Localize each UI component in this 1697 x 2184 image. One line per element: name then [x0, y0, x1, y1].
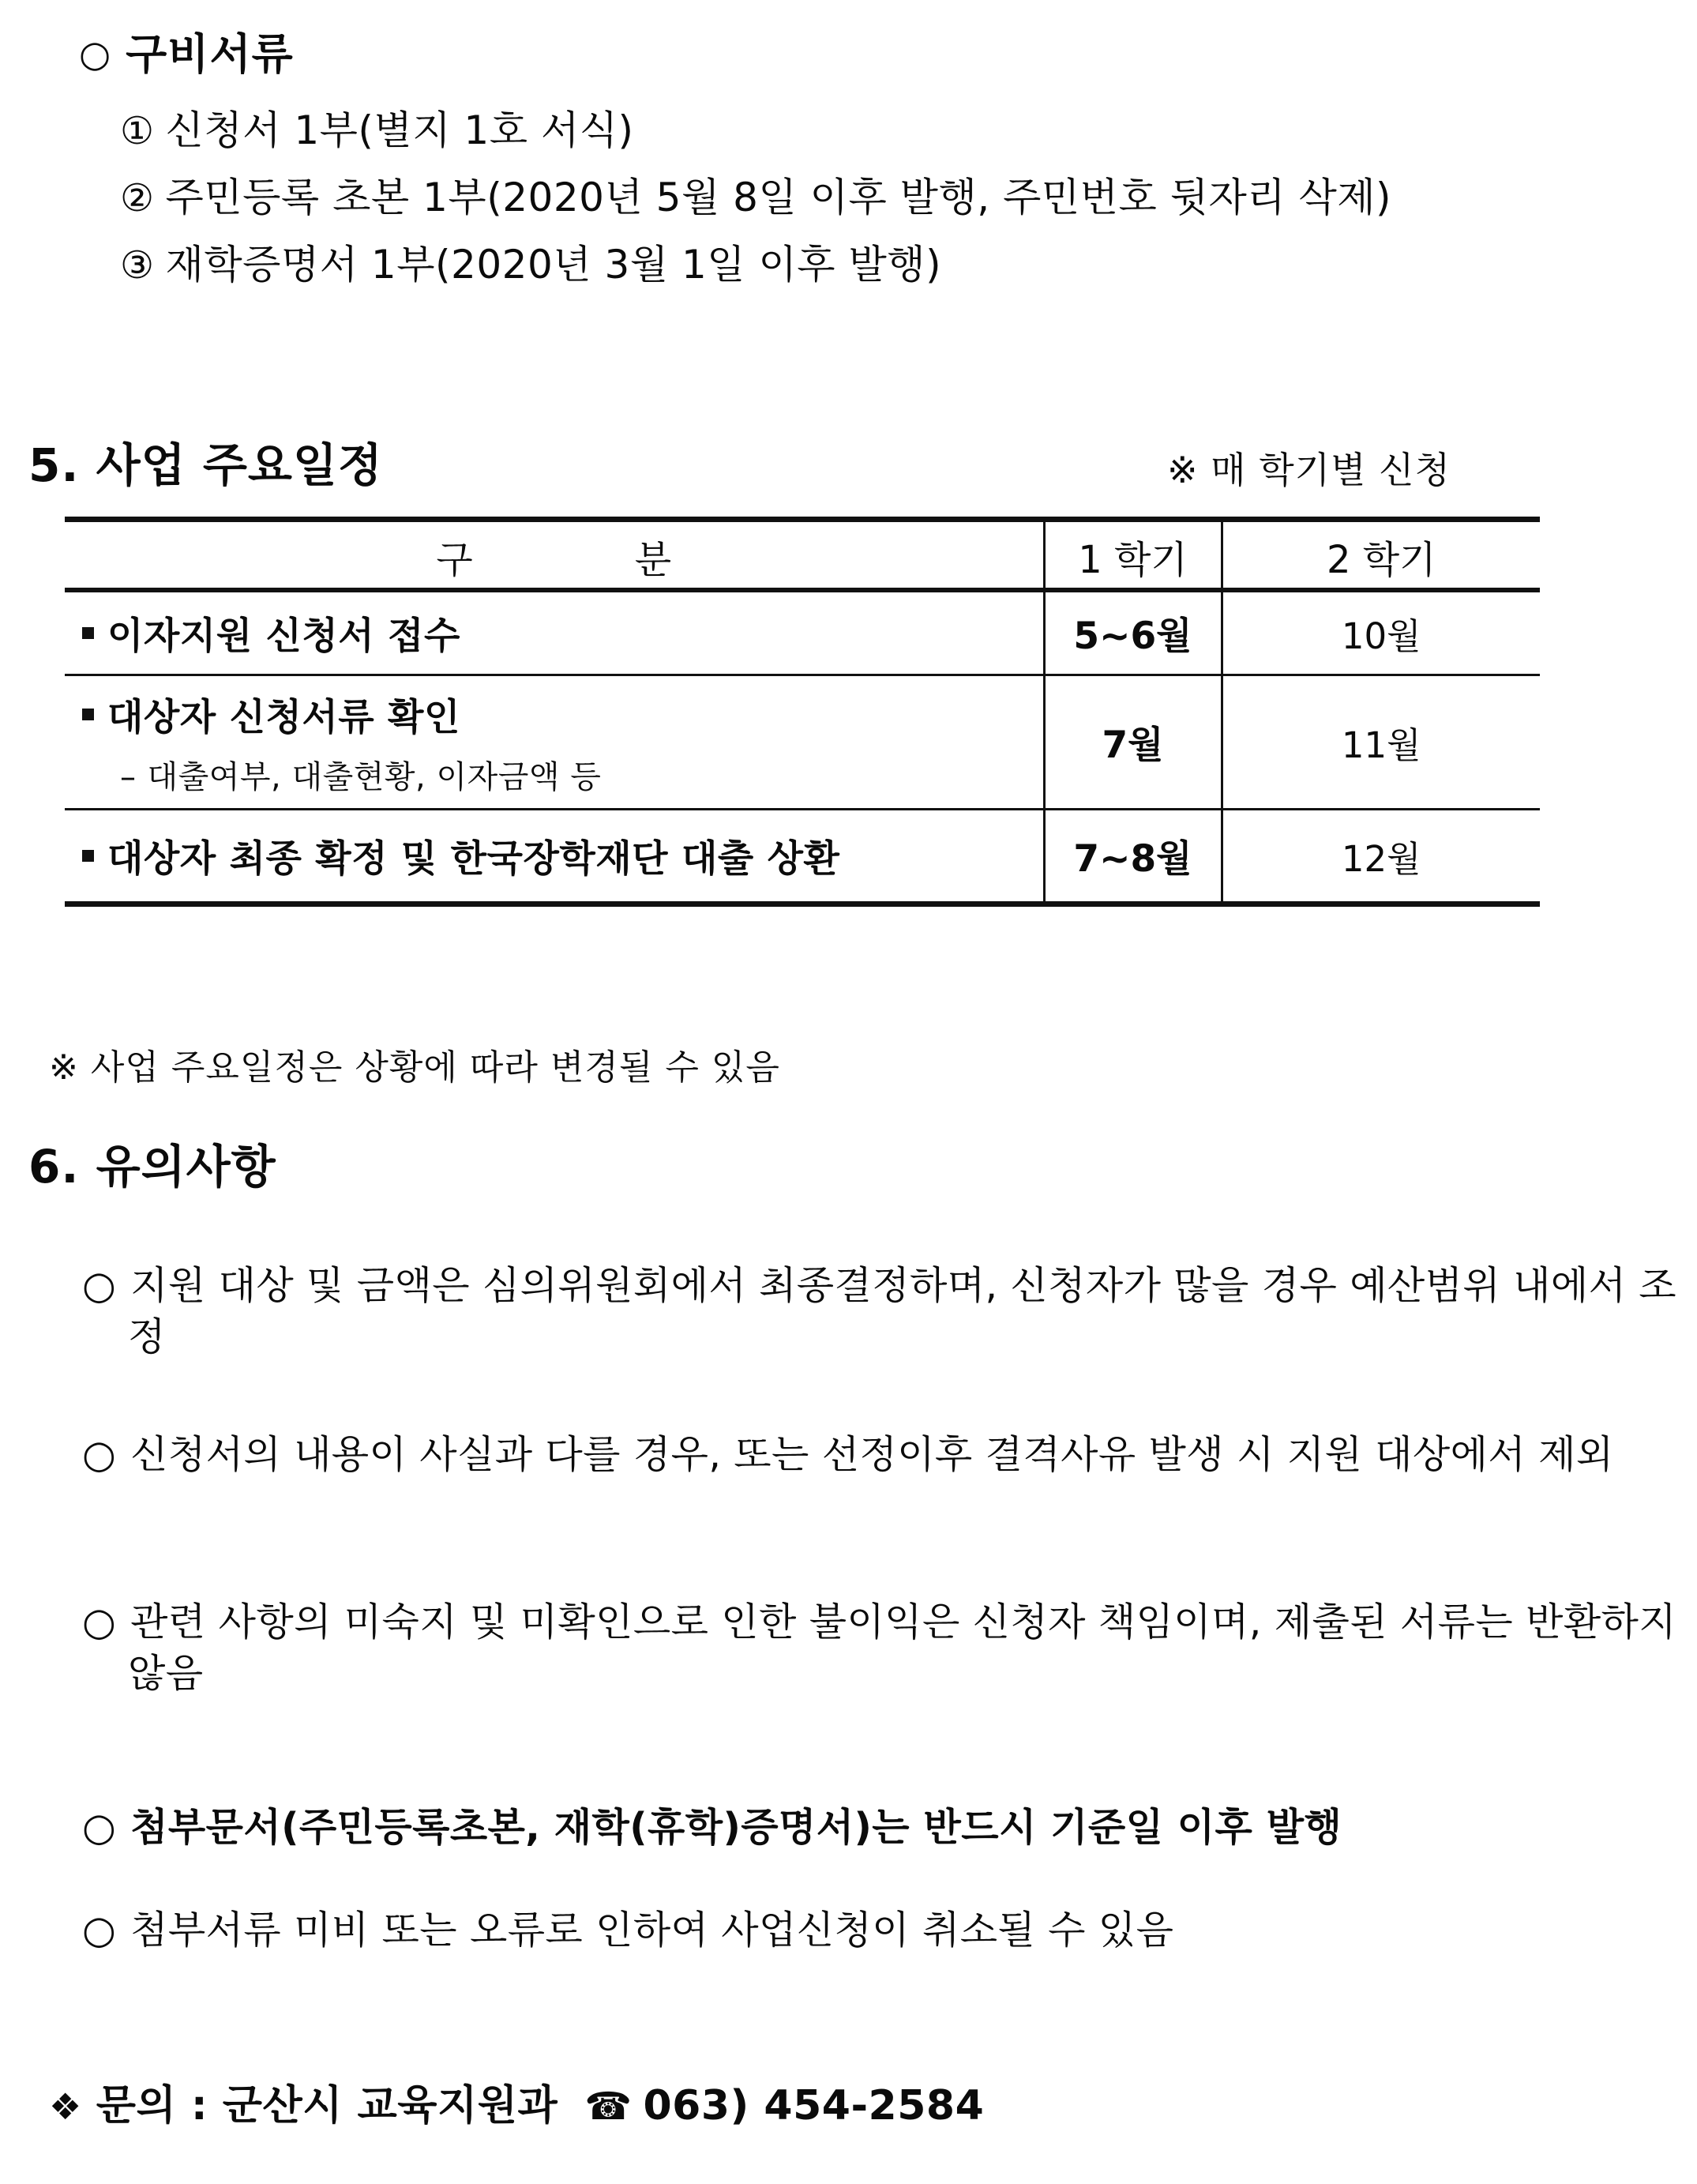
schedule-header-division	[65, 520, 1044, 592]
notice-item	[82, 1430, 1697, 1481]
circle-bullet-icon: ○	[82, 1599, 117, 1645]
schedule-table-body	[65, 592, 1540, 904]
dash-icon: –	[120, 758, 137, 795]
schedule-row-semester2	[1222, 675, 1540, 810]
schedule-table-header-row	[65, 520, 1540, 592]
circle-bullet-icon: ○	[82, 1805, 117, 1850]
schedule-section-note: ※ 매 학기별 신청	[1167, 449, 1451, 491]
schedule-row-semester1	[1044, 592, 1222, 675]
required-document-item-text: 주민등록 초본 1부(2020년 5월 8일 이후 발행, 주민번호 뒷자리 삭제)	[165, 175, 1392, 220]
schedule-row-label-cell	[65, 592, 1044, 675]
notice-item-text: 신청서의 내용이 사실과 다를 경우, 또는 선정이후 결격사유 발생 시 지원 대상에서 제외	[130, 1432, 1614, 1477]
notice-item-text: 관련 사항의 미숙지 및 미확인으로 인한 불이익은 신청자 책임이며, 제출된 서류는 반환하지 않음	[128, 1599, 1677, 1696]
schedule-row-sublabel	[82, 752, 1035, 797]
schedule-row-label-cell	[65, 810, 1044, 904]
required-documents-heading-label: 구비서류	[126, 29, 294, 79]
schedule-row-label-text: 대상자 신청서류 확인	[107, 695, 460, 739]
required-document-item-text: 신청서 1부(별지 1호 서식)	[165, 107, 634, 153]
schedule-row-label-cell	[65, 675, 1044, 810]
required-document-item	[120, 175, 1392, 220]
square-bullet-icon	[82, 627, 94, 639]
required-document-item-text: 재학증명서 1부(2020년 3월 1일 이후 발행)	[165, 242, 942, 288]
circle-bullet-icon: ○	[79, 32, 112, 75]
contact-line	[49, 2082, 985, 2129]
schedule-row-label	[82, 688, 1035, 741]
required-document-item	[120, 242, 942, 288]
schedule-header-division-right: 분	[634, 537, 672, 582]
schedule-row-label-text: 이자지원 신청서 접수	[107, 615, 460, 658]
square-bullet-icon	[82, 850, 94, 862]
notice-item	[82, 1597, 1697, 1699]
circle-bullet-icon: ○	[82, 1908, 117, 1953]
notice-item-text: 첨부문서(주민등록초본, 재학(휴학)증명서)는 반드시 기준일 이후 발행	[130, 1805, 1342, 1850]
required-documents-heading	[79, 29, 294, 79]
schedule-header-semester2: 2 학기	[1222, 520, 1540, 592]
circled-number-3-icon: ③	[120, 243, 155, 288]
notice-item	[82, 1802, 1697, 1854]
contact-phone-number: 063) 454-2584	[643, 2082, 985, 2129]
schedule-table	[65, 517, 1540, 907]
schedule-table-head	[65, 520, 1540, 592]
notice-item	[82, 1905, 1697, 1957]
schedule-row-semester2	[1222, 592, 1540, 675]
table-row	[65, 810, 1540, 904]
table-row	[65, 592, 1540, 675]
schedule-row-label-text: 대상자 최종 확정 및 한국장학재단 대출 상환	[107, 837, 840, 881]
circle-bullet-icon: ○	[82, 1263, 117, 1308]
notice-item	[82, 1261, 1697, 1363]
contact-label: 문의 : 군산시 교육지원과	[96, 2082, 558, 2129]
circled-number-2-icon: ②	[120, 176, 155, 220]
notices-section-heading: 6. 유의사항	[28, 1140, 276, 1193]
notice-item-text: 지원 대상 및 금액은 심의위원회에서 최종결정하며, 신청자가 많을 경우 예산범위 내에서 조정	[128, 1263, 1677, 1359]
telephone-icon: ☎	[584, 2084, 633, 2129]
schedule-row-semester2	[1222, 810, 1540, 904]
circled-number-1-icon: ①	[120, 109, 155, 153]
circle-bullet-icon: ○	[82, 1432, 117, 1477]
schedule-row-semester1	[1044, 675, 1222, 810]
table-row	[65, 675, 1540, 810]
schedule-footnote: ※ 사업 주요일정은 상황에 따라 변경될 수 있음	[49, 1047, 780, 1088]
notice-item-text: 첨부서류 미비 또는 오류로 인하여 사업신청이 취소될 수 있음	[130, 1908, 1174, 1953]
schedule-row-semester2-value: 12월	[1341, 838, 1421, 880]
schedule-row-semester2-value: 10월	[1341, 615, 1421, 657]
schedule-row-label	[82, 829, 1035, 882]
schedule-row-semester2-value: 11월	[1341, 724, 1421, 766]
diamond-bullet-icon: ❖	[49, 2085, 82, 2128]
required-document-item	[120, 107, 634, 153]
schedule-row-semester1	[1044, 810, 1222, 904]
schedule-section-heading: 5. 사업 주요일정	[28, 438, 383, 492]
square-bullet-icon	[82, 709, 94, 720]
schedule-header-division-left: 구	[436, 537, 473, 582]
schedule-row-sublabel-text: 대출여부, 대출현황, 이자금액 등	[147, 758, 602, 795]
schedule-row-semester1-value: 7~8월	[1073, 837, 1192, 881]
schedule-header-semester1: 1 학기	[1044, 520, 1222, 592]
schedule-row-label	[82, 607, 1035, 660]
schedule-row-semester1-value: 5~6월	[1073, 615, 1192, 658]
schedule-row-semester1-value: 7월	[1102, 724, 1164, 767]
